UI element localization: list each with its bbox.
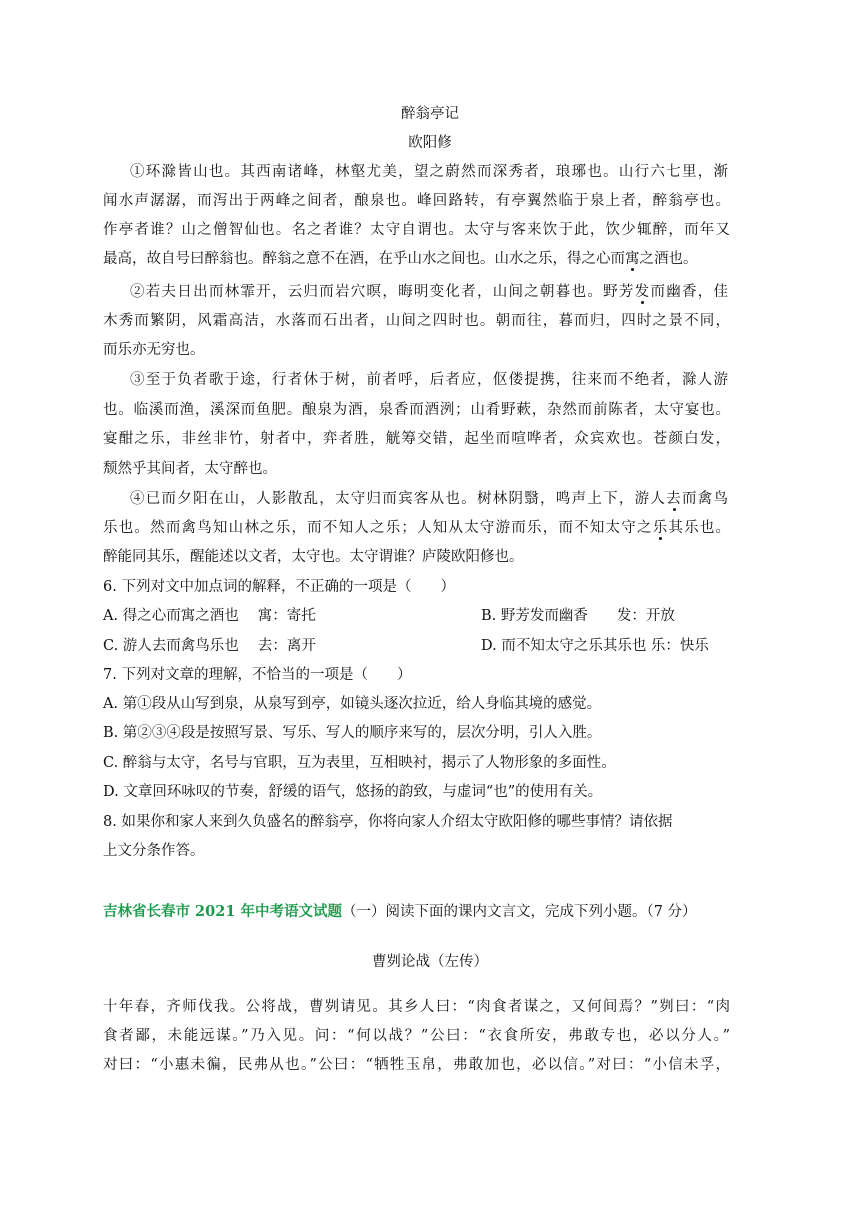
section2-line-1: 十年春，齐师伐我。公将战，曹刿请见。其乡人曰：“肉食者谋之，又何间焉？”刿曰：“肉	[103, 999, 730, 1015]
question-8-line-1: 8. 如果你和家人来到久负盛名的醉翁亭，你将向家人介绍太守欧阳修的哪些事情？请依据	[103, 814, 673, 830]
p4-line-1	[130, 489, 728, 509]
source-label: 吉林省长春市 2021 年中考语文试题	[103, 903, 342, 920]
p1-line-4	[103, 249, 698, 269]
section2-header	[103, 902, 697, 922]
dotted-word-qu: 去	[666, 491, 682, 507]
p1-line-3: 作亭者谁？山之僧智仙也。名之者谁？太守自谓也。太守与客来饮于此，饮少辄醉，而年又	[103, 222, 730, 238]
dotted-word-fa: 发	[634, 284, 651, 300]
dotted-word-le: 乐	[652, 520, 669, 536]
section2-instruction: （一）阅读下面的课内文言文，完成下列小题。（7 分）	[341, 904, 697, 920]
section2-line-2: 食者鄙，未能远谋。”乃入见。问：“何以战？”公曰：“衣食所安，弗敢专也，必以分人。”	[103, 1028, 730, 1044]
q7-option-d: D. 文章回环咏叹的节奏，舒缓的语气，悠扬的韵致，与虚词“也”的使用有关。	[103, 784, 603, 800]
p4-line-2	[103, 518, 730, 538]
p1-line-1: ①环滁皆山也。其西南诸峰，林壑尤美，望之蔚然而深秀者，琅琊也。山行六七里，渐	[130, 164, 728, 180]
p4-line-2-text: 乐也。然而禽鸟知山林之乐，而不知人之乐；人知从太守游而乐，而不知太守之	[103, 520, 653, 536]
q6-option-d: D. 而不知太守之乐其乐也 乐：快乐	[481, 638, 709, 654]
section2-title: 曹刿论战（左传）	[372, 954, 488, 970]
p3-line-3: 宴酣之乐，非丝非竹，射者中，弈者胜，觥筹交错，起坐而喧哗者，众宾欢也。苍颜白发，	[103, 431, 730, 447]
p1-line-4-tail: 之酒也。	[639, 251, 698, 267]
p3-line-2: 也。临溪而渔，溪深而鱼肥。酿泉为酒，泉香而酒洌；山肴野蔌，杂然而前陈者，太守宴也。	[103, 402, 730, 418]
essay-author: 欧阳修	[408, 135, 452, 151]
p2-line-1-tail: 而幽香，佳	[650, 284, 729, 300]
question-7: 7. 下列对文章的理解，不恰当的一项是（ ）	[103, 667, 412, 683]
p4-line-3: 醉能同其乐，醒能述以文者，太守也。太守谓谁？庐陵欧阳修也。	[103, 549, 524, 565]
p4-line-1-tail: 而禽鸟	[681, 491, 729, 507]
p2-line-3: 而乐亦无穷也。	[103, 342, 205, 358]
question-6: 6. 下列对文中加点词的解释，不正确的一项是（ ）	[103, 579, 455, 595]
p4-line-2-tail: 其乐也。	[668, 520, 731, 536]
p2-line-2: 木秀而繁阴，风霜高洁，水落而石出者，山间之四时也。朝而往，暮而归，四时之景不同，	[103, 313, 730, 329]
dotted-word-yu: 寓	[625, 251, 640, 267]
p1-line-4-text: 最高，故自号曰醉翁也。醉翁之意不在酒，在乎山水之间也。山水之乐，得之心而	[103, 251, 625, 267]
essay-title: 醉翁亭记	[401, 106, 459, 122]
q6-option-a: A. 得之心而寓之酒也 寓：寄托	[103, 608, 316, 624]
p3-line-4: 颓然乎其间者，太守醉也。	[103, 461, 277, 477]
q6-option-c: C. 游人去而禽鸟乐也 去：离开	[103, 638, 316, 654]
q7-option-a: A. 第①段从山写到泉，从泉写到亭，如镜头逐次拉近，给人身临其境的感觉。	[103, 696, 602, 712]
p2-line-1	[130, 282, 728, 302]
q7-option-c: C. 醉翁与太守，名号与官职，互为表里，互相映衬，揭示了人物形象的多面性。	[103, 755, 616, 771]
p2-line-1-text: ②若夫日出而林霏开，云归而岩穴暝，晦明变化者，山间之朝暮也。野芳	[130, 284, 635, 300]
question-8-line-2: 上文分条作答。	[103, 843, 205, 859]
q6-option-b: B. 野芳发而幽香 发：开放	[481, 608, 675, 624]
p4-line-1-text: ④已而夕阳在山，人影散乱，太守归而宾客从也。树林阴翳，鸣声上下，游人	[130, 491, 667, 507]
p1-line-2: 闻水声潺潺，而泻出于两峰之间者，酿泉也。峰回路转，有亭翼然临于泉上者，醉翁亭也。	[103, 193, 730, 209]
q7-option-b: B. 第②③④段是按照写景、写乐、写人的顺序来写的，层次分明，引人入胜。	[103, 725, 602, 741]
p3-line-1: ③至于负者歌于途，行者休于树，前者呼，后者应，伛偻提携，往来而不绝者，滁人游	[130, 372, 728, 388]
section2-line-3: 对曰：“小惠未徧，民弗从也。”公曰：“牺牲玉帛，弗敢加也，必以信。”对曰：“小信未孚，	[103, 1057, 730, 1073]
